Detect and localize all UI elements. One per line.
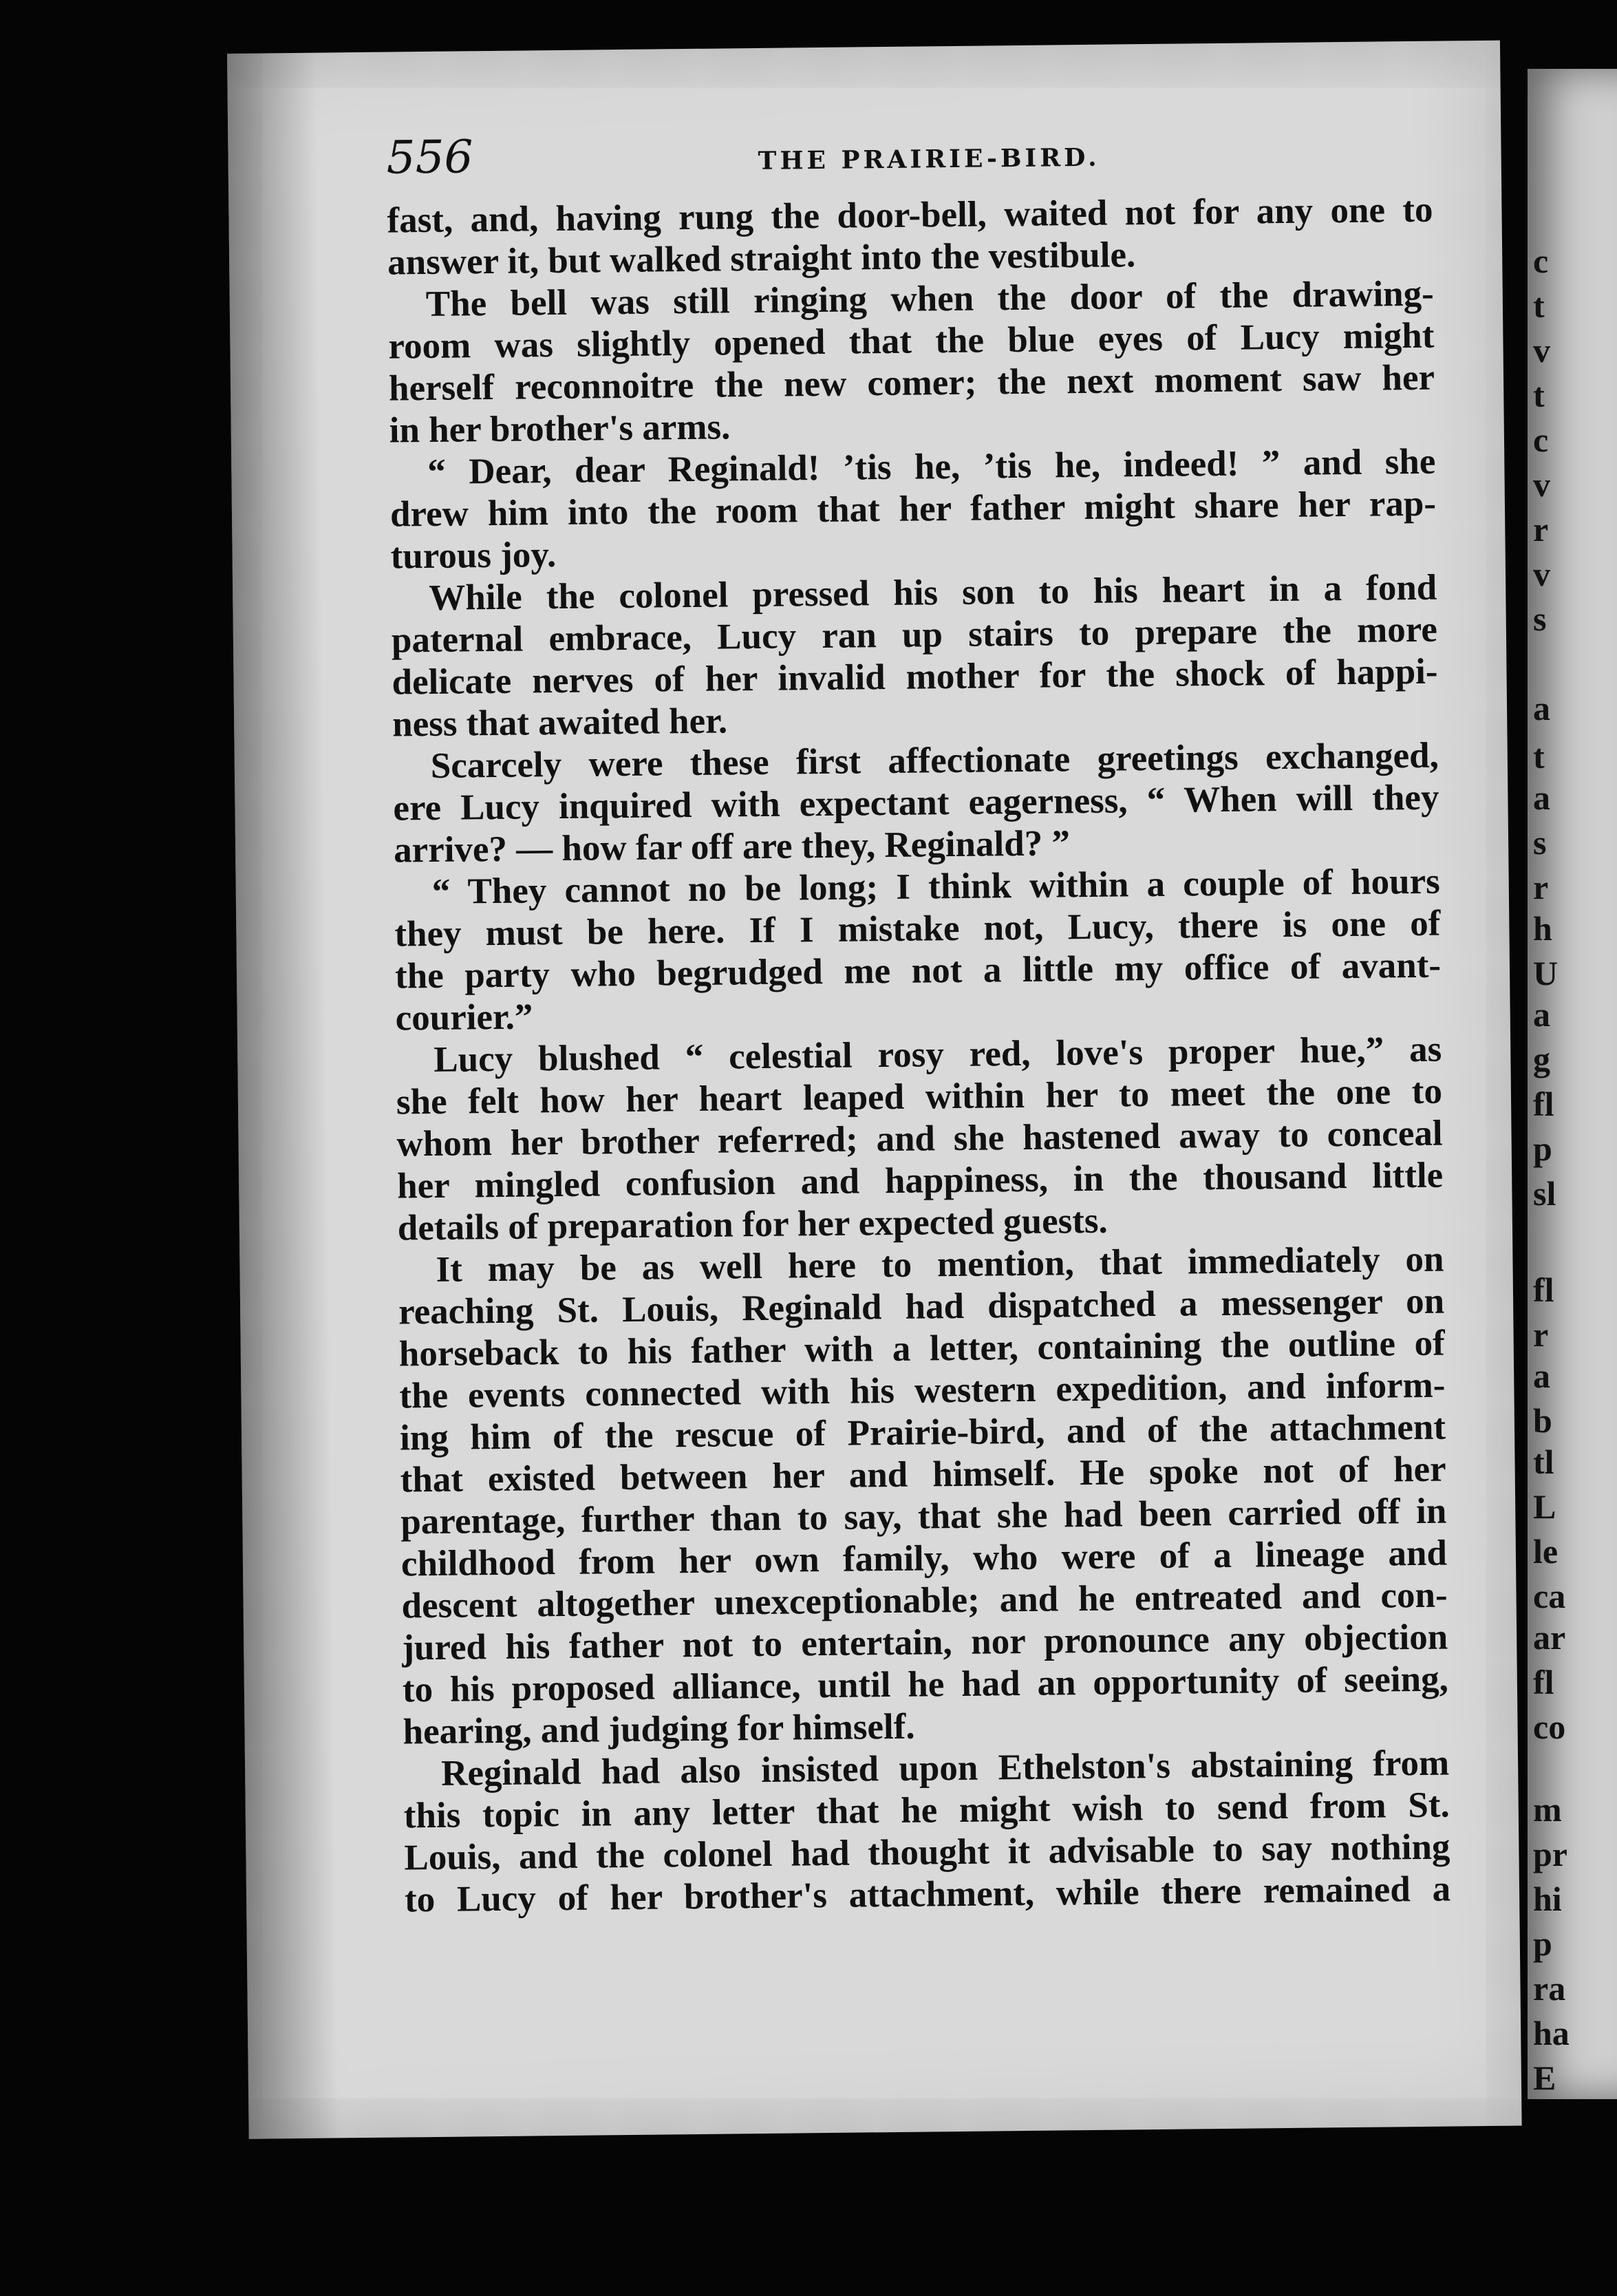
adjacent-page-fragment: m [1533, 1790, 1562, 1829]
adjacent-page-fragment: fl [1533, 1271, 1554, 1309]
running-title: THE PRAIRIE-BIRD. [758, 142, 1100, 176]
paragraph [389, 441, 1437, 578]
adjacent-page-fragment: ra [1533, 1969, 1566, 2008]
text-line: “ They cannot no be long; I think within a couple of hours [431, 861, 1440, 912]
adjacent-page-fragment: c [1533, 242, 1549, 280]
text-line: While the colonel pressed his son to his heart in a fond [428, 567, 1437, 618]
text-line: Louis, and the colonel had thought it advisable to say nothing [404, 1827, 1450, 1878]
text-line: whom her brother referred; and she hastened away to conceal [396, 1113, 1443, 1165]
text-line: this topic in any letter that he might wish to send from St. [403, 1785, 1450, 1836]
adjacent-page-fragment: c [1533, 421, 1549, 459]
adjacent-page-fragment: t [1533, 286, 1545, 325]
adjacent-page-fragment: fl [1533, 1085, 1554, 1123]
text-line: ing him of the rescue of Prairie-bird, and of the attachment [399, 1407, 1446, 1458]
adjacent-page-fragment: r [1533, 868, 1549, 906]
paragraph [394, 861, 1441, 1040]
adjacent-page-fragment: a [1533, 689, 1550, 727]
adjacent-page-fragment: r [1533, 1315, 1549, 1354]
text-line: courier.” [395, 997, 533, 1039]
body-text [387, 189, 1450, 1922]
text-line: horseback to his father with a letter, containing the outline of [398, 1323, 1446, 1374]
text-line: Scarcely were these first affectionate greetings exchanged, [430, 735, 1439, 786]
page-number: 556 [386, 130, 473, 184]
text-line: herself reconnoitre the new comer; the next moment saw her [388, 357, 1435, 409]
text-line: fast, and, having rung the door-bell, waited not for any one to [387, 189, 1433, 241]
text-line: ere Lucy inquired with expectant eagerness, “ When will they [393, 777, 1439, 829]
text-line: answer it, but walked straight into the vestibule. [387, 235, 1136, 283]
adjacent-page-fragment: co [1533, 1708, 1566, 1746]
text-line: hearing, and judging for himself. [403, 1706, 915, 1752]
adjacent-page-fragment: sl [1533, 1174, 1556, 1213]
adjacent-page-fragment: s [1533, 599, 1547, 638]
text-line: Reginald had also insisted upon Ethelston's abstaining from [440, 1743, 1450, 1794]
paragraph [393, 735, 1440, 872]
adjacent-page-fragment: a [1533, 778, 1550, 817]
text-line: in her brother's arms. [389, 407, 731, 451]
text-line: turous joy. [390, 535, 557, 577]
text-line: arrive? — how far off are they, Reginald? ” [393, 823, 1071, 871]
paragraph [403, 1743, 1450, 1922]
adjacent-page-fragment: ha [1533, 2014, 1570, 2052]
adjacent-page-fragment: pr [1533, 1835, 1567, 1873]
adjacent-page-fragment: v [1533, 555, 1550, 593]
text-line: drew him into the room that her father might share her rap- [389, 483, 1437, 535]
adjacent-page-fragment: L [1533, 1487, 1556, 1526]
text-line: The bell was still ringing when the door of the drawing- [425, 273, 1435, 324]
text-line: to Lucy of her brother's attachment, while there remained a [404, 1869, 1451, 1920]
text-line: paternal embrace, Lucy ran up stairs to prepare the more [391, 609, 1438, 661]
paragraph [396, 1029, 1444, 1250]
adjacent-page-fragment: t [1533, 737, 1545, 776]
adjacent-page-fragment: b [1533, 1401, 1552, 1440]
adjacent-page-fragment: le [1533, 1532, 1559, 1571]
adjacent-page-fragment: p [1533, 1924, 1552, 1963]
text-line: parentage, further than to say, that she had been carried off in [400, 1491, 1447, 1542]
text-line: the events connected with his western expedition, and inform- [399, 1365, 1446, 1416]
text-line: room was slightly opened that the blue eyes of Lucy might [388, 315, 1435, 367]
adjacent-page-fragment: E [1533, 2059, 1556, 2097]
text-line: to his proposed alliance, until he had an opportunity of seeing, [402, 1659, 1449, 1710]
text-line: It may be as well here to mention, that immediately on [436, 1239, 1444, 1290]
paragraph [391, 567, 1438, 746]
text-line: Lucy blushed “ celestial rosy red, love's proper hue,” as [433, 1029, 1442, 1080]
adjacent-page-fragment: v [1533, 465, 1550, 504]
adjacent-page-fragment: fl [1533, 1663, 1554, 1701]
adjacent-page-fragment: a [1533, 1357, 1550, 1395]
adjacent-page-fragment: h [1533, 909, 1552, 948]
text-line: descent altogether unexceptionable; and he entreated and con- [401, 1575, 1448, 1626]
text-line: her mingled confusion and happiness, in the thousand little [396, 1155, 1444, 1207]
book-page [227, 41, 1522, 2139]
text-line: the party who begrudged me not a little my office of avant- [394, 945, 1442, 997]
paragraph [388, 273, 1435, 452]
adjacent-page-fragment: tl [1533, 1443, 1554, 1481]
text-line: they must be here. If I mistake not, Lucy, there is one of [394, 903, 1441, 955]
text-line: jured his father not to entertain, nor pronounce any objection [401, 1617, 1448, 1668]
adjacent-page-fragment: p [1533, 1129, 1552, 1168]
adjacent-page-fragment: a [1533, 995, 1550, 1034]
text-line: she felt how her heart leaped within her to meet the one to [396, 1071, 1443, 1123]
text-line: “ Dear, dear Reginald! ’tis he, ’tis he, indeed! ” and she [427, 441, 1436, 492]
text-line: ness that awaited her. [392, 701, 728, 745]
text-line: details of preparation for her expected guests. [397, 1200, 1109, 1248]
paragraph [387, 189, 1433, 284]
adjacent-page-fragment: t [1533, 376, 1545, 414]
adjacent-page-fragment: ca [1533, 1577, 1566, 1615]
text-line: delicate nerves of her invalid mother for the shock of happi- [392, 651, 1438, 703]
page-header [386, 120, 1433, 193]
adjacent-page-edge [1528, 69, 1617, 2099]
adjacent-page-fragment: ar [1533, 1618, 1566, 1657]
adjacent-page-fragment: r [1533, 510, 1549, 549]
paragraph [398, 1239, 1449, 1754]
text-line: childhood from her own family, who were of a lineage and [400, 1533, 1448, 1584]
text-line: reaching St. Louis, Reginald had dispatched a messenger on [398, 1281, 1445, 1332]
text-line: that existed between her and himself. He spoke not of her [400, 1449, 1446, 1500]
adjacent-page-fragment: s [1533, 823, 1547, 862]
adjacent-page-fragment: v [1533, 331, 1550, 370]
adjacent-page-fragment: hi [1533, 1880, 1562, 1918]
adjacent-page-fragment: U [1533, 954, 1559, 992]
adjacent-page-fragment: g [1533, 1040, 1550, 1078]
